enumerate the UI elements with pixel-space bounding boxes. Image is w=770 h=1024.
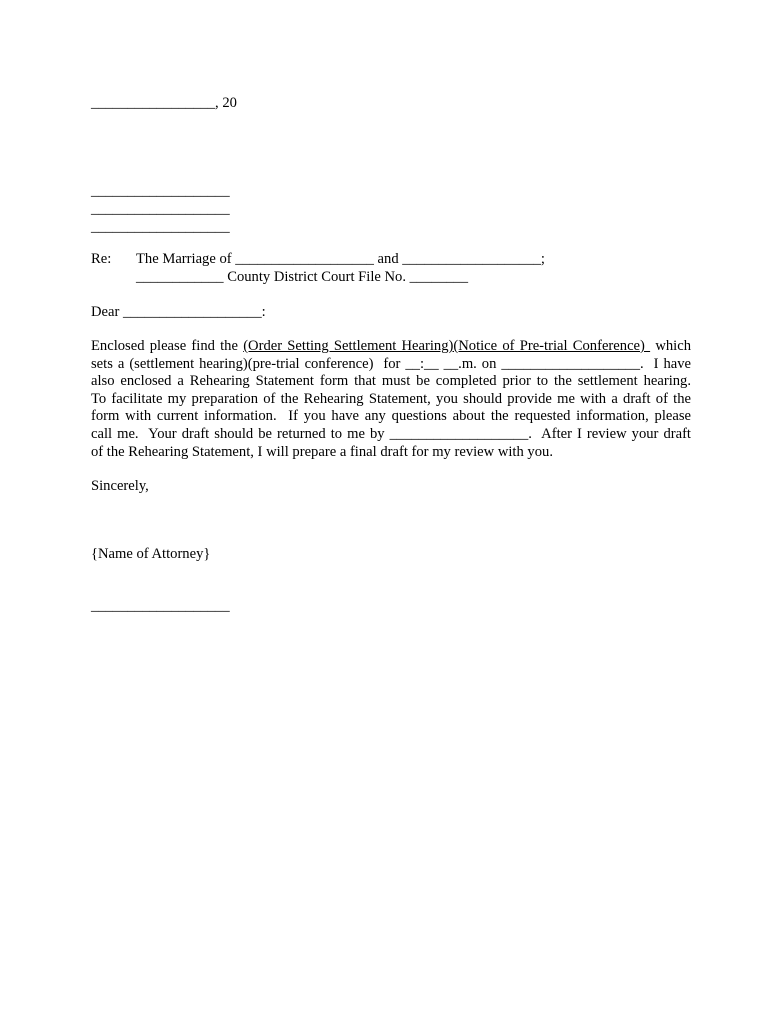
- closing: Sincerely,: [91, 478, 149, 494]
- re-label: Re:: [91, 251, 112, 267]
- signature-line: ___________________: [91, 598, 230, 614]
- salutation: Dear ___________________:: [91, 304, 266, 320]
- body-row-5: form with current information. If you have any questions about the requested information, please: [91, 408, 691, 425]
- body-row-1-suffix: which: [650, 338, 691, 354]
- re-court-file-line: ____________ County District Court File No. ________: [136, 269, 469, 285]
- body-row-1: [91, 338, 691, 356]
- attorney-name: {Name of Attorney}: [91, 546, 211, 562]
- body-row-4: To facilitate my preparation of the Rehearing Statement, you should provide me with a draft of the: [91, 390, 691, 407]
- body-row-1-prefix: Enclosed please find the: [91, 338, 244, 354]
- date-line: _________________, 20: [91, 95, 237, 111]
- body-paragraph: [91, 338, 691, 461]
- re-marriage-line: The Marriage of ___________________ and ___________________;: [136, 251, 545, 267]
- order-notice-title: (Order Setting Settlement Hearing)(Notice of Pre-trial Conference): [243, 338, 651, 354]
- address-line-1: ___________________: [91, 183, 230, 199]
- body-row-7: of the Rehearing Statement, I will prepare a final draft for my review with you.: [91, 443, 553, 460]
- body-row-6: call me. Your draft should be returned to me by ___________________. After I review your draft: [91, 425, 691, 442]
- address-line-3: ___________________: [91, 219, 230, 235]
- address-line-2: ___________________: [91, 201, 230, 217]
- body-row-3: also enclosed a Rehearing Statement form that must be completed prior to the settlement hearing.: [91, 373, 691, 390]
- body-row-2: sets a (settlement hearing)(pre-trial conference) for __:__ __.m. on ___________________. I have: [91, 355, 691, 372]
